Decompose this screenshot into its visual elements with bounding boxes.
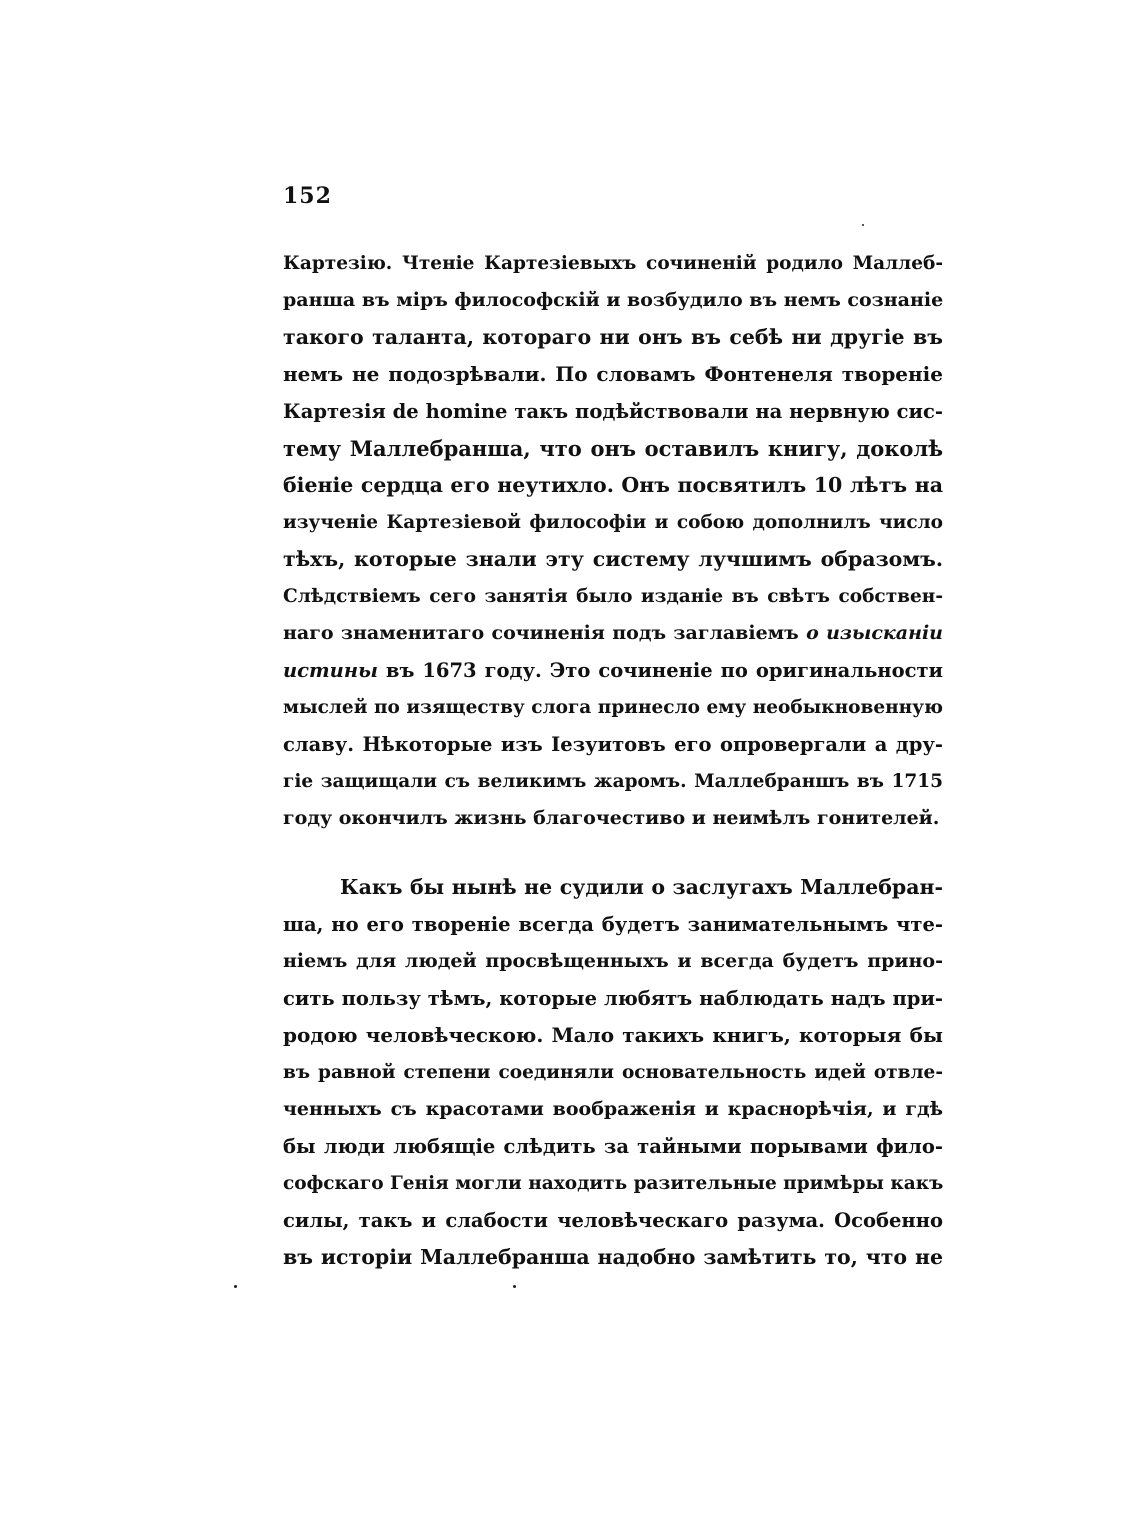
text-line: славу. Нѣкоторые изъ Іезуитовъ его опровергали а дру- [283, 733, 943, 756]
text-line: сить пользу тѣмъ, которые любятъ наблюдать надъ при- [283, 987, 943, 1010]
text-line: родою человѣческою. Мало такихъ книгъ, которыя бы [283, 1023, 943, 1047]
text-line-plain: наго знаменитаго сочиненія подъ заглавіемъ [283, 622, 799, 644]
text-line: Слѣдствіемъ сего занятія было изданіе въ свѣтъ собствен- [283, 586, 943, 607]
text-line: ченныхъ съ красотами воображенія и краснорѣчія, и гдѣ [283, 1098, 943, 1120]
text-line [283, 652, 943, 689]
text-line-plain: въ 1673 году. Это сочиненіе по оригинальности [385, 659, 943, 682]
text-line: въ равной степени соединяли основательность идей отвле- [283, 1062, 943, 1083]
page-number: 152 [283, 183, 332, 209]
text-line: тѣхъ, которые знали эту систему лучшимъ образомъ. [283, 547, 943, 571]
text-line: гіе защищали съ великимъ жаромъ. Маллебраншъ въ 1715 [283, 771, 943, 792]
text-line: силы, такъ и слабости человѣческаго разума. Особенно [283, 1209, 943, 1232]
text-line: такого таланта, котораго ни онъ въ себѣ ни другіе въ [283, 325, 943, 349]
text-line: тему Маллебранша, что онъ оставилъ книгу, доколѣ [283, 436, 943, 461]
text-line: изученіе Картезіевой философіи и собою дополнилъ число [283, 512, 943, 533]
text-line: ша, но его твореніе всегда будетъ занимательнымъ чте- [283, 913, 943, 936]
text-line: бы люди любящіе слѣдить за тайными порывами фило- [283, 1135, 943, 1158]
text-line: ранша въ міръ философскій и возбудило въ немъ сознаніе [283, 289, 943, 311]
print-speck [513, 1285, 516, 1288]
text-line: Картезія de homine такъ подѣйствовали на нервную сис- [283, 400, 943, 423]
text-line: году окончилъ жизнь благочестиво и неимѣлъ гонителей. [283, 807, 940, 829]
text-line: мыслей по изяществу слога принесло ему необыкновенную [283, 697, 943, 718]
text-line: софскаго Генія могли находить разительные примѣры какъ [283, 1173, 943, 1194]
text-line: Картезію. Чтеніе Картезіевыхъ сочиненій родило Маллеб- [283, 253, 943, 274]
print-speck [234, 1285, 237, 1288]
text-line: немъ не подозрѣвали. По словамъ Фонтенеля твореніе [283, 362, 943, 386]
italic-title-end: истины [283, 659, 378, 682]
text-line [283, 615, 943, 652]
text-line: біеніе сердца его неутихло. Онъ посвятилъ 10 лѣтъ на [283, 473, 943, 497]
text-line: Какъ бы нынѣ не судили о заслугахъ Маллебран- [340, 875, 943, 899]
text-line: въ исторіи Маллебранша надобно замѣтить то, что не [283, 1245, 943, 1269]
print-speck [862, 224, 864, 226]
text-line: ніемъ для людей просвѣщенныхъ и всегда будетъ прино- [283, 950, 943, 972]
italic-title-start: о изысканіи [806, 622, 943, 644]
